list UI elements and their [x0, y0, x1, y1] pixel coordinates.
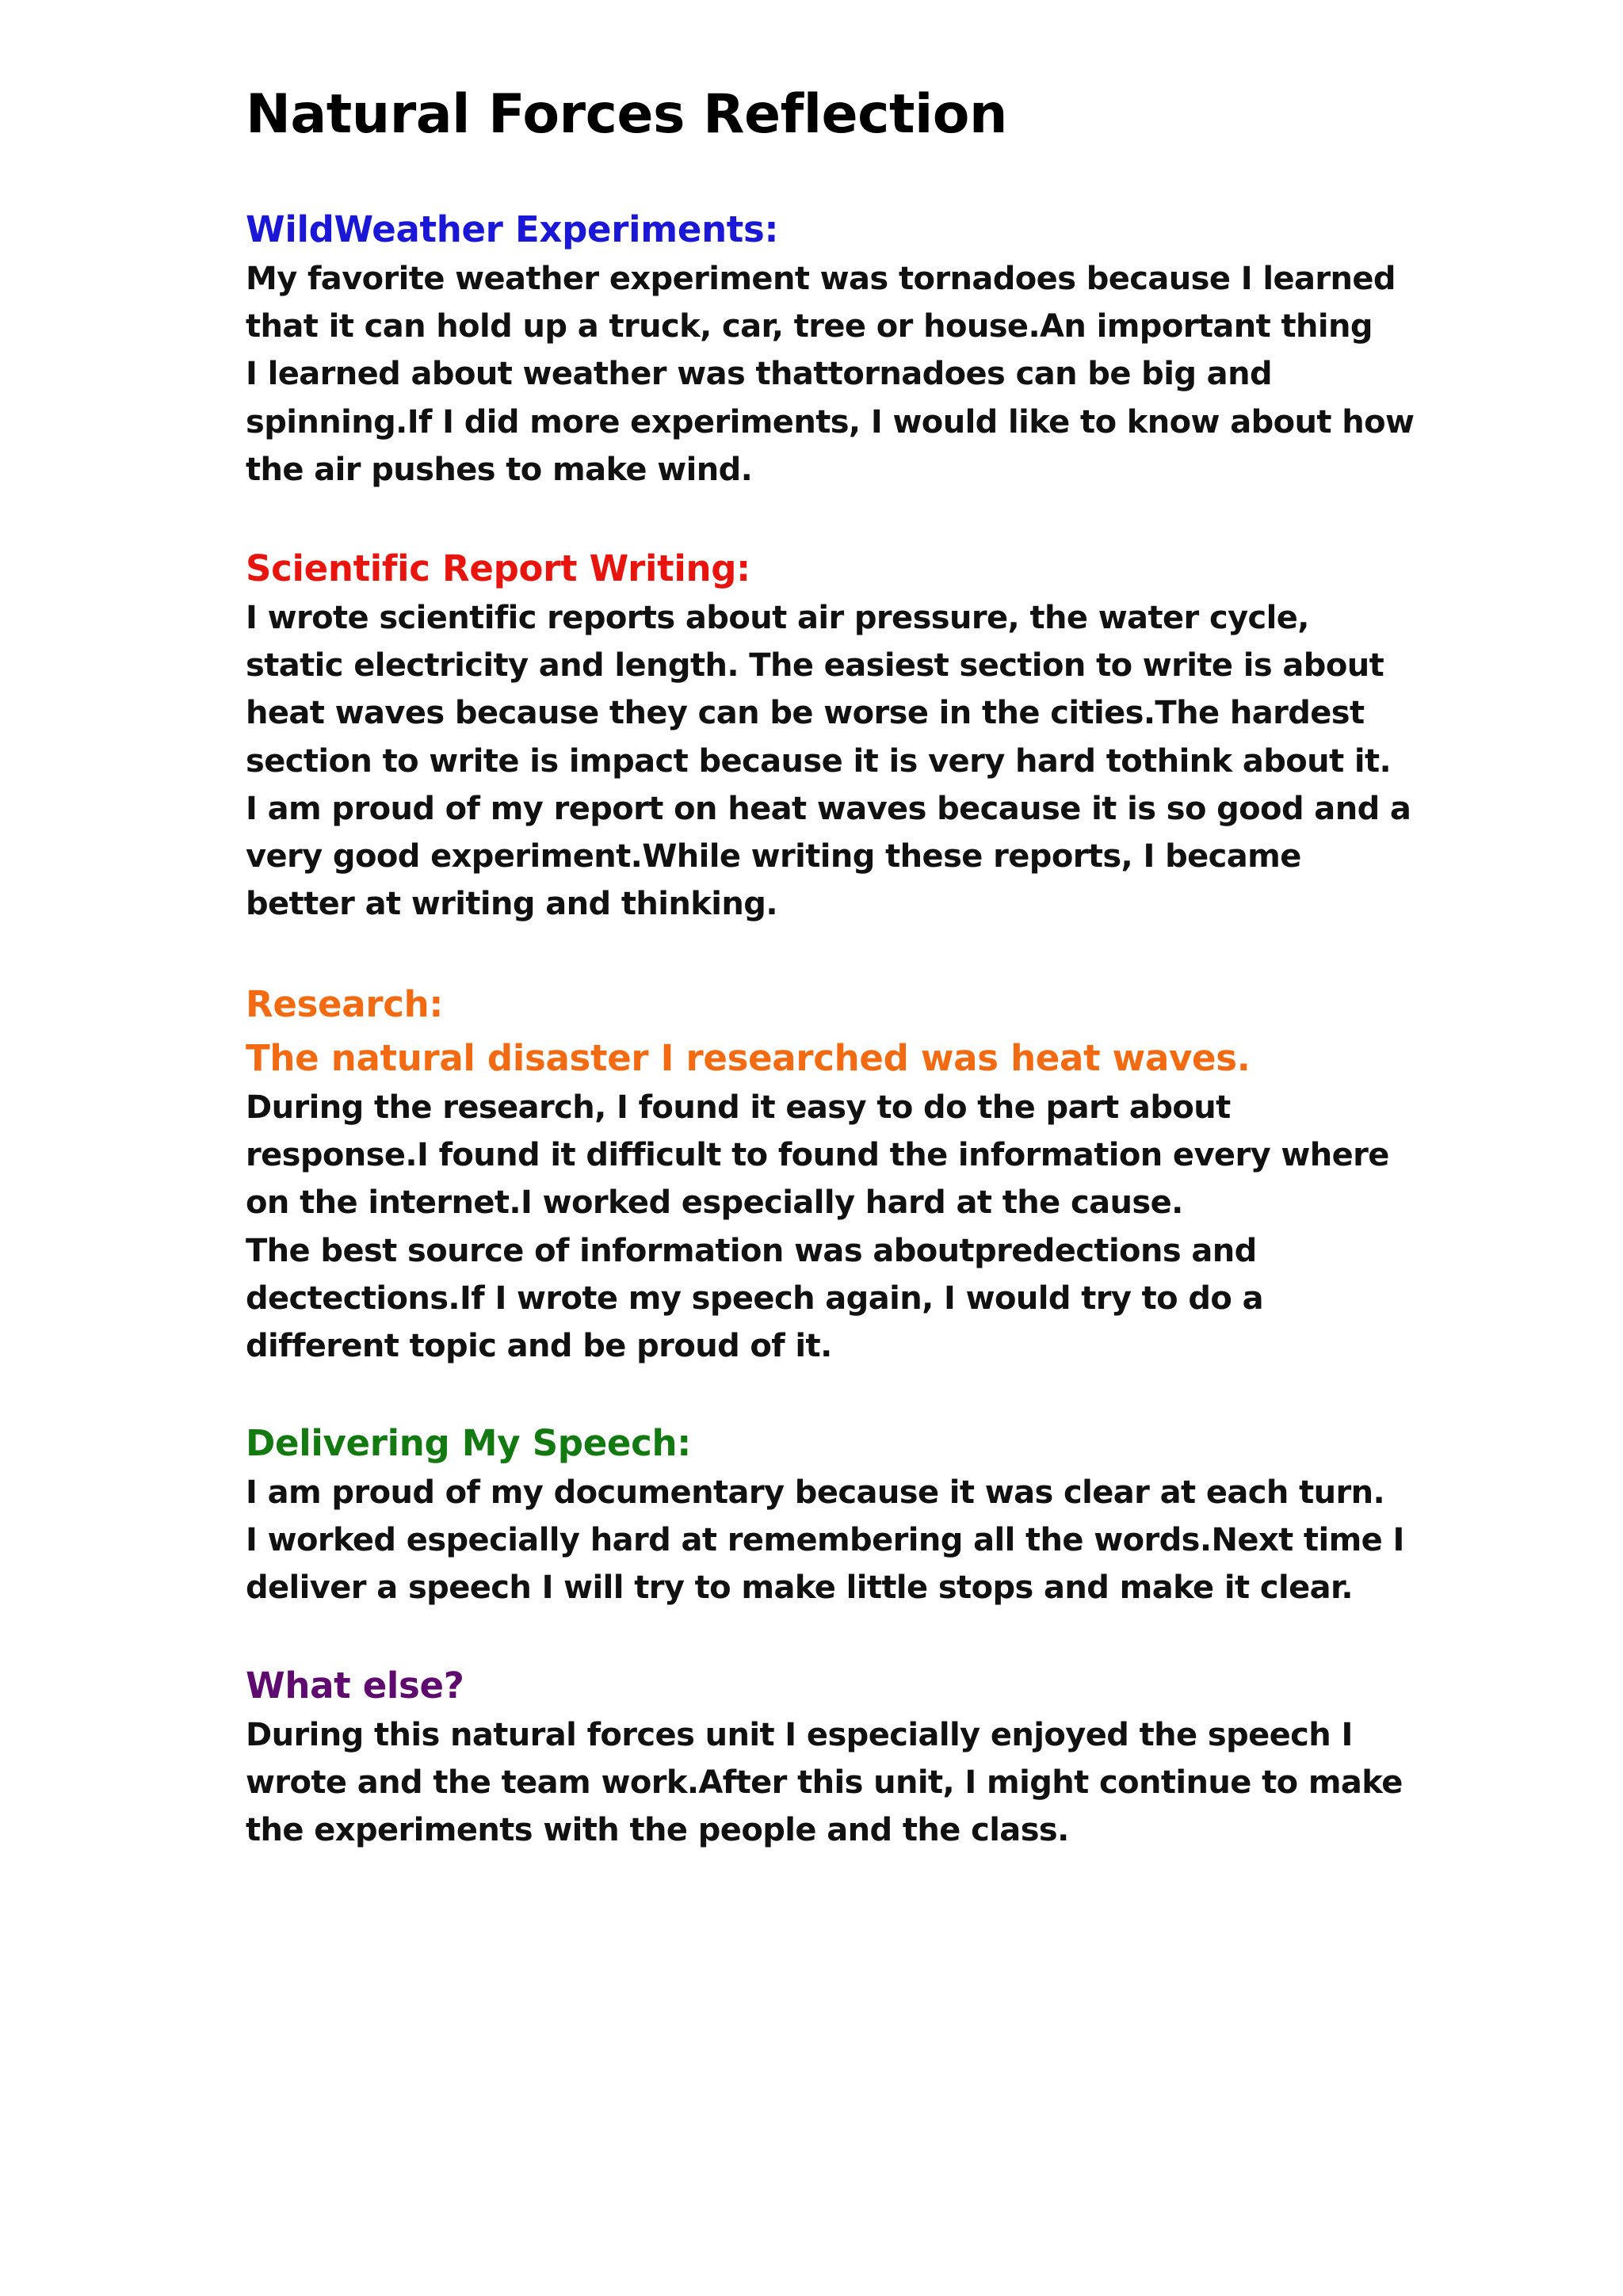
section-subheading-research: The natural disaster I researched was heat waves. — [246, 1037, 1251, 1079]
body-line: The best source of information was aboutpredections and — [246, 1232, 1257, 1269]
reflection-document — [246, 71, 1411, 158]
section-heading-what-else: What else? — [246, 1665, 464, 1707]
section-research — [246, 979, 1411, 1370]
body-line: response.I found it difficult to found the information every where — [246, 1137, 1389, 1174]
body-line: I wrote scientific reports about air pressure, the water cycle, — [246, 600, 1309, 636]
body-line: wrote and the team work.After this unit, I might continue to make — [246, 1764, 1403, 1802]
body-line: heat waves because they can be worse in the cities.The hardest — [246, 695, 1365, 732]
section-heading-research: Research: — [246, 983, 444, 1025]
body-line: My favorite weather experiment was tornadoes because I learned — [246, 261, 1396, 297]
body-line: that it can hold up a truck, car, tree or house.An important thing — [246, 308, 1373, 345]
section-delivering-my-speech — [246, 1418, 1411, 1612]
body-line: During the research, I found it easy to do the part about — [246, 1089, 1231, 1126]
section-wild-weather — [246, 204, 1415, 494]
body-line: spinning.If I did more experiments, I would like to know about how — [246, 403, 1415, 441]
section-heading-wild-weather: WildWeather Experiments: — [246, 208, 779, 250]
body-line: the experiments with the people and the class. — [246, 1812, 1069, 1849]
body-line: dectections.If I wrote my speech again, I would try to do a — [246, 1280, 1263, 1317]
body-line: deliver a speech I will try to make little stops and make it clear. — [246, 1569, 1354, 1607]
body-line: I am proud of my documentary because it was clear at each turn. — [246, 1474, 1385, 1511]
section-what-else — [246, 1661, 1411, 1855]
body-line: better at writing and thinking. — [246, 886, 777, 923]
body-line: different topic and be proud of it. — [246, 1328, 832, 1365]
body-line: very good experiment.While writing these reports, I became — [246, 838, 1301, 875]
body-line: on the internet.I worked especially hard at the cause. — [246, 1184, 1183, 1222]
body-line: the air pushes to make wind. — [246, 451, 753, 488]
page-title: Natural Forces Reflection — [246, 83, 1007, 146]
body-line: I worked especially hard at remembering all the words.Next time I — [246, 1522, 1404, 1559]
body-line: I learned about weather was thattornadoes can be big and — [246, 356, 1272, 393]
section-heading-delivering-my-speech: Delivering My Speech: — [246, 1422, 691, 1464]
section-heading-scientific-report-writing: Scientific Report Writing: — [246, 547, 750, 589]
section-scientific-report-writing — [246, 543, 1411, 928]
body-line: section to write is impact because it is very hard tothink about it. — [246, 742, 1392, 780]
body-line: static electricity and length. The easiest section to write is about — [246, 647, 1384, 685]
body-line: During this natural forces unit I especially enjoyed the speech I — [246, 1717, 1353, 1753]
body-line: I am proud of my report on heat waves because it is so good and a — [246, 790, 1411, 827]
